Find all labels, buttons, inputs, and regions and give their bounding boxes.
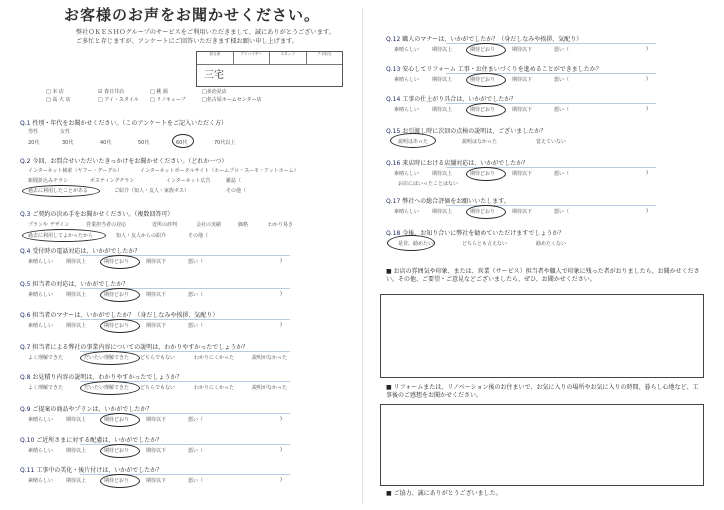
stamp-header-4: アポ担当: [317, 52, 332, 56]
rating-option[interactable]: 素晴らしい: [394, 47, 420, 53]
rating-option[interactable]: 期待以下: [146, 448, 167, 454]
question-text: 工事中の美化・後片付けは、いかがでしたか？: [36, 467, 163, 474]
staff-handwritten-name: 三宅: [204, 70, 224, 81]
answer-circle: [466, 73, 506, 87]
rating-option[interactable]: 期待以下: [512, 107, 533, 113]
other-close-paren: ): [280, 447, 282, 453]
rating-option[interactable]: 期待どおり: [470, 107, 496, 113]
reason-option[interactable]: 営業担当者の対応: [86, 222, 127, 228]
rating-option[interactable]: だいたい理解できた: [84, 355, 130, 361]
question-label: Q.10: [20, 437, 35, 444]
rating-question: [386, 64, 602, 73]
answer-circle: [466, 205, 506, 219]
rating-option[interactable]: だいたい理解できた: [84, 385, 130, 391]
stamp-header-2: アドバイザー: [234, 52, 271, 64]
intro-text: [76, 28, 335, 46]
rating-question: [386, 94, 516, 103]
rating-option[interactable]: わかりにくかった: [194, 385, 235, 391]
free-comment-prompt-1: [386, 268, 704, 284]
rating-option[interactable]: 悪い（: [554, 209, 570, 215]
rating-question: [20, 279, 128, 288]
stamp-header-3: スタッフ: [270, 52, 307, 64]
rating-option[interactable]: 期待どおり: [104, 417, 130, 423]
question-q1: [20, 118, 227, 127]
question-label: Q.18: [386, 230, 401, 237]
question-text: 今後、お知り合いに弊社を勧めていただけますでしょうか？: [402, 230, 565, 237]
rating-option[interactable]: 期待以下: [146, 417, 167, 423]
source-option[interactable]: 過去に利用したことがある: [28, 188, 89, 194]
answer-circle: [466, 167, 506, 181]
rating-options: [394, 106, 694, 116]
reason-option[interactable]: 会社の実績: [196, 222, 222, 228]
rating-option[interactable]: 期待以上: [66, 478, 87, 484]
rating-option[interactable]: 素晴らしい: [28, 417, 54, 423]
answer-circle: [22, 185, 100, 197]
rating-option[interactable]: 悪い（: [188, 417, 204, 423]
other-close-paren: ): [280, 477, 282, 483]
question-label: Q.9: [20, 406, 31, 413]
rating-option[interactable]: 期待以上: [432, 107, 453, 113]
rating-options: [28, 447, 328, 457]
rating-option[interactable]: 素晴らしい: [28, 292, 54, 298]
question-label: Q.15: [386, 128, 401, 135]
source-option[interactable]: インターネット検索（ヤフー・グーグル）: [28, 168, 123, 174]
answer-circle: [22, 229, 106, 242]
rating-options: [28, 477, 328, 487]
question-text: お見積り内容の説明は、わかりやすかったでしょうか？: [32, 374, 183, 381]
rating-option[interactable]: 期待以上: [432, 171, 453, 177]
question-text: ご提案の商品やプランは、いかがでしたか？: [32, 406, 153, 413]
rating-question: [20, 435, 162, 444]
question-text: 担当者の対応は、いかがでしたか？: [32, 281, 129, 288]
age-option[interactable]: 40代: [100, 140, 112, 146]
answer-circle: [172, 134, 194, 148]
reason-option[interactable]: わかり易さ: [268, 222, 294, 228]
rating-option[interactable]: 悪い（: [188, 259, 204, 265]
other-close-paren: ): [280, 322, 282, 328]
age-option[interactable]: 30代: [62, 140, 74, 146]
staff-stamp-box: [196, 51, 343, 87]
rating-question: [20, 372, 182, 381]
question-label: Q.8: [20, 374, 31, 381]
rating-question: [386, 196, 510, 205]
rating-option[interactable]: 素晴らしい: [394, 209, 420, 215]
rating-option[interactable]: 期待どおり: [470, 171, 496, 177]
footer-thanks: [386, 490, 502, 498]
question-label: Q.16: [386, 160, 401, 167]
rating-option[interactable]: 期待以上: [432, 209, 453, 215]
rating-question: [20, 342, 248, 351]
question-text: 弊社への総合評価をお願いいたします。: [402, 198, 510, 205]
question-text: お引渡し時に次回の点検の説明は、ございましたか？: [402, 128, 547, 135]
rating-option[interactable]: どちらでもない: [140, 385, 175, 391]
rating-option[interactable]: 期待どおり: [470, 209, 496, 215]
question-label: Q.14: [386, 96, 401, 103]
rating-options: [28, 291, 328, 301]
rating-option[interactable]: よく理解できた: [28, 355, 64, 361]
question-text: 今回、お問合せいただいたきっかけをお聞かせください。（どれか一つ）: [32, 158, 228, 165]
page-title: お客様のお声をお聞かせください。: [64, 6, 321, 24]
rating-option[interactable]: 期待どおり: [104, 478, 130, 484]
question-text: 担当者による弊社の事業内容についての説明は、わかりやすかったでしょうか？: [32, 344, 249, 351]
rating-option[interactable]: 素晴らしい: [394, 107, 420, 113]
rating-option[interactable]: 悪い（: [188, 448, 204, 454]
rating-options: [28, 354, 328, 364]
answer-circle: [100, 288, 140, 302]
rating-option[interactable]: 期待どおり: [104, 259, 130, 265]
rating-option[interactable]: 素晴らしい: [28, 478, 54, 484]
age-option[interactable]: 70代以上: [214, 140, 236, 146]
rating-option[interactable]: どちらでもない: [140, 355, 175, 361]
rating-option[interactable]: 期待以下: [146, 478, 167, 484]
rating-option[interactable]: 期待以上: [66, 259, 87, 265]
question-label: Q.6: [20, 312, 31, 319]
store-option[interactable]: ☑ 春日井店: [98, 89, 125, 95]
answer-circle: [100, 444, 140, 458]
rating-option[interactable]: 期待以上: [432, 47, 453, 53]
store-option[interactable]: □ 本 店: [46, 89, 64, 95]
rating-option[interactable]: 素晴らしい: [28, 259, 54, 265]
rating-option[interactable]: 素晴らしい: [28, 448, 54, 454]
rating-option[interactable]: 期待以下: [146, 323, 167, 329]
source-option[interactable]: 雑誌（: [226, 178, 242, 184]
free-comment-box-2[interactable]: [380, 404, 704, 486]
footer-text: ご協力、誠にありがとうございました。: [393, 490, 502, 497]
rating-option[interactable]: 期待どおり: [470, 47, 496, 53]
store-option[interactable]: □ アイ・スタイル: [98, 97, 139, 103]
rating-option[interactable]: 悪い（: [554, 107, 570, 113]
answer-circle: [80, 351, 140, 365]
rating-option[interactable]: 期待以上: [432, 77, 453, 83]
other-close-paren: ): [646, 46, 648, 52]
rating-options: [394, 46, 694, 56]
q18-option[interactable]: 勧めたくない: [536, 241, 567, 247]
rating-option[interactable]: 期待以下: [512, 171, 533, 177]
rating-options: [394, 170, 694, 180]
rating-question: [20, 310, 218, 319]
rating-option[interactable]: 素晴らしい: [394, 77, 420, 83]
column-divider: [362, 8, 363, 504]
q16-extra-option[interactable]: お店にはいったことはない: [398, 181, 459, 187]
store-option[interactable]: □ 高 大 店: [46, 97, 71, 103]
store-option[interactable]: □多治見店: [202, 89, 227, 95]
square-bullet-icon: ■: [386, 384, 394, 391]
question-label: Q.17: [386, 198, 401, 205]
other-close-paren: ): [646, 170, 648, 176]
rating-options: [28, 322, 328, 332]
rating-option[interactable]: 期待以下: [146, 259, 167, 265]
stamp-header-1: 担当者: [197, 52, 234, 64]
answer-circle: [100, 474, 140, 488]
reason-option[interactable]: 知人・友人からの紹介: [116, 233, 167, 239]
store-option[interactable]: □ 桃 源: [150, 89, 168, 95]
rating-question: [386, 34, 582, 43]
source-option[interactable]: ご紹介（知人・友人・家族ボス）: [114, 188, 190, 194]
answer-circle: [100, 255, 140, 269]
other-close-paren: ): [280, 258, 282, 264]
free1-prompt-text: お店の雰囲気や印象、または、営業（サービス）担当者や職人で印象に残った者がおりましたら、お聞かせください。その他、ご要望・ご意見などございましたら、ぜひ、お聞かせください。: [386, 268, 700, 283]
rating-option[interactable]: 期待以下: [512, 77, 533, 83]
other-close-paren: ): [280, 291, 282, 297]
rating-option[interactable]: 期待以下: [512, 209, 533, 215]
question-label: Q.1: [20, 120, 31, 127]
question-q3: [20, 209, 173, 218]
question-text: 性別・年代をお聞かせください。（このアンケートをご記入いただく方）: [32, 120, 228, 127]
answer-circle: [100, 413, 140, 427]
question-label: Q.13: [386, 66, 401, 73]
rating-option[interactable]: 期待以上: [66, 417, 87, 423]
age-option[interactable]: 60代: [176, 140, 188, 146]
question-text: 職人のマナーは、いかがでしたか？（身だしなみや挨拶、気配り）: [402, 36, 583, 43]
free2-prompt-text: リフォームまたは、リノベーション後のお住まいで、お気に入りの場所やお気に入りの時間、暮らし心地など、工事後のご感想をお聞かせください。: [386, 384, 699, 399]
question-label: Q.2: [20, 158, 31, 165]
source-option[interactable]: 新聞折込みチラシ: [28, 178, 69, 184]
rating-options: [28, 384, 328, 394]
rating-option[interactable]: 悪い（: [188, 292, 204, 298]
question-text: 受付時の電話対応は、いかがでしたか？: [32, 248, 141, 255]
rating-question: [20, 404, 152, 413]
rating-option[interactable]: 期待どおり: [104, 323, 130, 329]
rating-option[interactable]: 説明がなかった: [252, 355, 288, 361]
store-option[interactable]: □ リノキューブ: [150, 97, 186, 103]
question-q2: [20, 156, 227, 165]
other-close-paren: ): [280, 416, 282, 422]
reason-option[interactable]: 価格: [238, 222, 249, 228]
rating-option[interactable]: 悪い（: [188, 323, 204, 329]
rating-option[interactable]: 期待以上: [66, 448, 87, 454]
store-option[interactable]: □名古屋ホームセンター店: [202, 97, 262, 103]
rating-option[interactable]: 期待どおり: [470, 77, 496, 83]
question-label: Q.7: [20, 344, 31, 351]
rating-option[interactable]: 悪い（: [554, 77, 570, 83]
other-close-paren: ): [646, 106, 648, 112]
answer-circle: [390, 133, 436, 148]
intro-line-1: 弊社ＯＫＥＳＨＯグループのサービスをご利用いただきまして、誠にありがとうございます。: [76, 29, 335, 36]
source-option[interactable]: その他（: [226, 188, 247, 194]
answer-circle: [466, 43, 506, 57]
other-close-paren: ): [646, 208, 648, 214]
rating-options: [394, 76, 694, 86]
rating-option[interactable]: 素晴らしい: [28, 323, 54, 329]
rating-option[interactable]: 期待以下: [146, 292, 167, 298]
source-option[interactable]: インターネット広告: [166, 178, 211, 184]
q18-option[interactable]: どちらとも言えない: [462, 241, 508, 247]
rating-option[interactable]: わかりにくかった: [194, 355, 235, 361]
rating-option[interactable]: 素晴らしい: [394, 171, 420, 177]
free-comment-prompt-2: [386, 384, 704, 400]
question-text: 来店時における店舗対応は、いかがでしたか？: [402, 160, 529, 167]
rating-option[interactable]: 期待どおり: [104, 292, 130, 298]
rating-option[interactable]: 悪い（: [554, 47, 570, 53]
rating-options: [28, 258, 328, 268]
answer-circle: [80, 381, 140, 395]
rating-option[interactable]: 期待どおり: [104, 448, 130, 454]
reason-option[interactable]: 近所の評判: [152, 222, 178, 228]
question-text: 工事の仕上がり具合は、いかがでしたか？: [402, 96, 517, 103]
question-label: Q.5: [20, 281, 31, 288]
question-label: Q.12: [386, 36, 401, 43]
rating-option[interactable]: 期待以上: [66, 292, 87, 298]
gender-option[interactable]: 男性: [28, 129, 39, 135]
reason-option[interactable]: その他（: [188, 233, 209, 239]
q15-option[interactable]: 説明はなかった: [462, 139, 498, 145]
question-text: ご近所さまに対する配慮は、いかがでしたか？: [36, 437, 163, 444]
rating-option[interactable]: 期待以上: [66, 323, 87, 329]
answer-circle: [466, 103, 506, 117]
age-option[interactable]: 50代: [138, 140, 150, 146]
rating-option[interactable]: よく理解できた: [28, 385, 64, 391]
q1-options: [28, 128, 248, 150]
source-option[interactable]: ポスティングチラシ: [90, 178, 135, 184]
question-text: 担当者のマナーは、いかがでしたか？（身だしなみや挨拶、気配り）: [32, 312, 219, 319]
q15-option[interactable]: 覚えていない: [536, 139, 567, 145]
rating-option[interactable]: 説明がなかった: [252, 385, 288, 391]
question-text: 安心してリフォーム 工事・お住まいづくりを進めることができましたか？: [402, 66, 602, 73]
gender-option[interactable]: 女性: [60, 129, 71, 135]
question-label: Q.4: [20, 248, 31, 255]
other-close-paren: ): [646, 76, 648, 82]
answer-circle: [387, 235, 435, 251]
reason-option[interactable]: 過去に利用してよかったから: [28, 233, 94, 239]
square-bullet-icon: ■: [386, 268, 394, 275]
rating-option[interactable]: 悪い（: [554, 171, 570, 177]
rating-question: [386, 158, 528, 167]
answer-circle: [100, 319, 140, 333]
rating-option[interactable]: 期待以下: [512, 47, 533, 53]
q15-option[interactable]: 説明はあった: [398, 139, 428, 145]
square-bullet-icon: ■: [386, 490, 394, 497]
rating-question: [20, 246, 140, 255]
question-label: Q.3: [20, 211, 31, 218]
question-label: Q.11: [20, 467, 35, 474]
rating-question: [20, 465, 162, 474]
source-option[interactable]: インターネットポータルサイト（ホームプロ・スーモ・アットホーム）: [140, 168, 299, 174]
intro-line-2: ご多忙と存じますが、アンケートにご回答いただきます様お願い申し上げます。: [76, 38, 298, 45]
rating-options: [394, 208, 694, 218]
q18-option[interactable]: 是非、勧めたい: [398, 241, 434, 247]
question-text: ご契約の決め手をお聞かせください。（複数回答可）: [32, 211, 174, 218]
free-comment-box-1[interactable]: [380, 294, 704, 378]
age-option[interactable]: 20代: [28, 140, 40, 146]
reason-option[interactable]: プランや デザイン: [28, 222, 70, 228]
store-checkboxes: [46, 88, 262, 104]
rating-options: [28, 416, 328, 426]
rating-option[interactable]: 悪い（: [188, 478, 204, 484]
